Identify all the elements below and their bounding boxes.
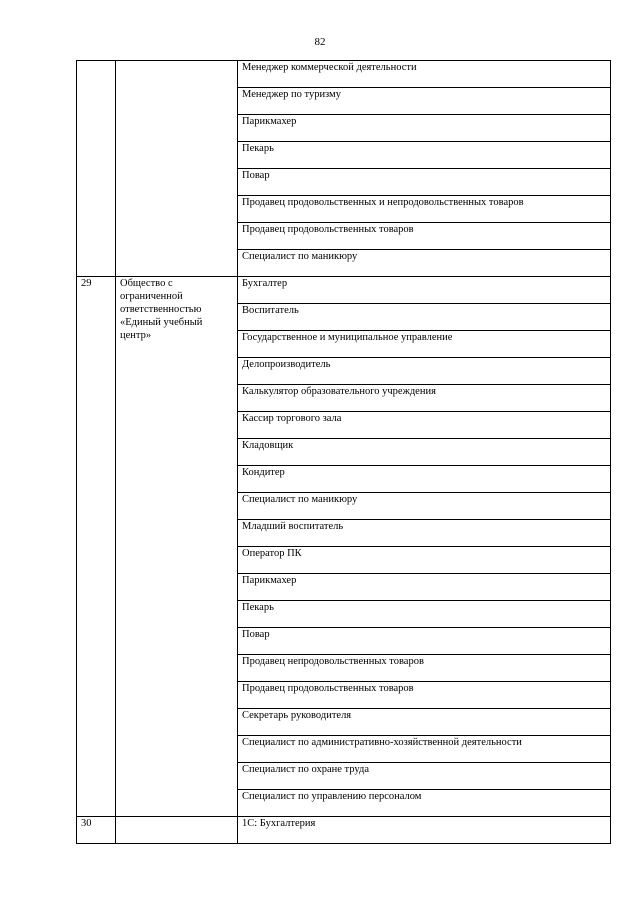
program-cell: Делопроизводитель (238, 358, 611, 385)
program-cell: Кондитер (238, 466, 611, 493)
program-cell: Пекарь (238, 601, 611, 628)
program-cell: Специалист по охране труда (238, 763, 611, 790)
table-row (77, 277, 611, 304)
table-row (77, 61, 611, 88)
program-cell: Бухгалтер (238, 277, 611, 304)
table-row (77, 817, 611, 844)
program-cell: Повар (238, 169, 611, 196)
program-cell: Специалист по управлению персоналом (238, 790, 611, 817)
program-cell: Оператор ПК (238, 547, 611, 574)
program-cell: Младший воспитатель (238, 520, 611, 547)
row-number-cell: 30 (77, 817, 116, 844)
program-cell: Продавец продовольственных товаров (238, 223, 611, 250)
page-number: 82 (314, 36, 326, 48)
organization-name: Общество с ограниченной ответственностью «Единый учебный центр» (120, 278, 203, 341)
programs-table-body (77, 61, 611, 844)
program-cell: Продавец продовольственных и непродовольственных товаров (238, 196, 611, 223)
program-cell: Кладовщик (238, 439, 611, 466)
program-cell: Воспитатель (238, 304, 611, 331)
program-cell: Калькулятор образовательного учреждения (238, 385, 611, 412)
program-cell: Парикмахер (238, 574, 611, 601)
program-cell: Менеджер по туризму (238, 88, 611, 115)
program-cell: 1С: Бухгалтерия (238, 817, 611, 844)
program-cell: Кассир торгового зала (238, 412, 611, 439)
programs-table (76, 60, 611, 844)
organization-cell (116, 61, 238, 277)
program-cell: Государственное и муниципальное управление (238, 331, 611, 358)
row-number-cell (77, 61, 116, 277)
program-cell: Продавец непродовольственных товаров (238, 655, 611, 682)
program-cell: Повар (238, 628, 611, 655)
program-cell: Менеджер коммерческой деятельности (238, 61, 611, 88)
program-cell: Специалист по административно-хозяйственной деятельности (238, 736, 611, 763)
organization-cell (116, 277, 238, 817)
program-cell: Секретарь руководителя (238, 709, 611, 736)
program-cell: Специалист по маникюру (238, 493, 611, 520)
row-number-cell: 29 (77, 277, 116, 817)
program-cell: Специалист по маникюру (238, 250, 611, 277)
organization-cell (116, 817, 238, 844)
program-cell: Парикмахер (238, 115, 611, 142)
program-cell: Продавец продовольственных товаров (238, 682, 611, 709)
program-cell: Пекарь (238, 142, 611, 169)
